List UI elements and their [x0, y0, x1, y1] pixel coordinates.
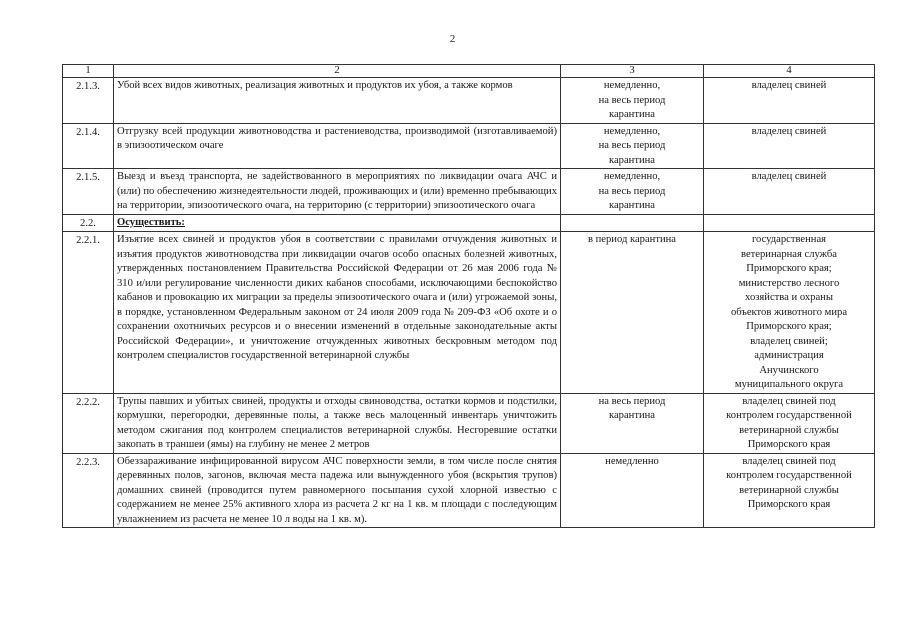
row-measure-text-value: Осуществить:: [117, 216, 185, 228]
row-responsible: [704, 214, 875, 232]
row-measure-text-value: Трупы павших и убитых свиней, продукты и отходы свиноводства, остатки кормов и подстилки, кормушки, перегородки, деревянные полы, а также весь малоценный инвентарь уничтожить методом сжигания под контролем специалистов ветеринарной службы. Несгоревшие остатки закопать в траншеи (ямы) на глубину не менее 2 метров: [117, 395, 557, 450]
row-responsible: [704, 123, 875, 169]
row-measure-text-value: Убой всех видов животных, реализация животных и продуктов их убоя, а также кормов: [117, 80, 513, 91]
row-measure-text: [114, 453, 561, 528]
row-measure-text-value: Отгрузку всей продукции животноводства и растениеводства, производимой (изготавливаемой) в эпизоотическом очаге: [117, 125, 557, 151]
table-header-row: [63, 65, 875, 78]
row-term-value: немедленно: [605, 455, 659, 467]
row-measure-text-value: Изъятие всех свиней и продуктов убоя в соответствии с правилами отчуждения животных и изъятия продуктов животноводства при ликвидации очагов особо опасных болезней животных, утвержденных постановлением Правительства Российской Федерации от 26 мая 2006 года № 310 и/или регулирование численности диких кабанов способами, исключающими беспокойство кабанов и провокацию их миграции за пределы эпизоотического очага и (или) угрожаемой зоны, в порядке, установленном Федеральным законом от 24 июля 2009 года № 209-ФЗ «Об охоте и о сохранении охотничьих ресурсов и о внесении изменений в отдельные законодательные акты Российской Федерации», и уничтожение отчужденных животных бескровным методом под контролем специалистов государственной ветеринарной службы: [117, 234, 557, 361]
row-measure-text: [114, 123, 561, 169]
row-responsible-value: государственная ветеринарная служба Приморского края; министерство лесного хозяйства и охраны объектов животного мира Приморского края; владелец свиней; администрация Анучинского муниципального округа: [730, 234, 848, 390]
table-row: [63, 453, 875, 528]
row-number: [63, 123, 114, 169]
row-responsible: [704, 453, 875, 528]
row-number: [63, 232, 114, 394]
row-number-value: 2.2.3.: [76, 456, 100, 468]
row-responsible-value: владелец свиней: [751, 171, 827, 182]
row-responsible-value: владелец свиней под контролем государственной ветеринарной службы Приморского края: [726, 455, 852, 510]
row-measure-text: [114, 78, 561, 124]
table-row: [63, 123, 875, 169]
column-header-4: 4: [704, 65, 875, 78]
row-number-value: 2.2.: [80, 217, 96, 229]
table-row: [63, 78, 875, 124]
row-number: [63, 169, 114, 215]
row-responsible: [704, 232, 875, 394]
row-term-value: в период карантина: [587, 234, 677, 245]
row-number-value: 2.2.2.: [76, 396, 100, 408]
row-number-value: 2.1.4.: [76, 126, 100, 138]
table-row: [63, 232, 875, 394]
row-term: [561, 169, 704, 215]
row-responsible-value: владелец свиней: [751, 125, 827, 137]
row-responsible: [704, 169, 875, 215]
column-header-2: 2: [114, 65, 561, 78]
page-number: 2: [449, 33, 456, 45]
row-term: [561, 123, 704, 169]
row-responsible-value: владелец свиней под контролем государственной ветеринарной службы Приморского края: [726, 395, 852, 450]
row-number-value: 2.1.5.: [76, 172, 100, 183]
row-measure-text: [114, 393, 561, 453]
row-measure-text: [114, 214, 561, 232]
row-number-value: 2.1.3.: [76, 81, 100, 92]
row-number-value: 2.2.1.: [76, 235, 100, 246]
row-number: [63, 453, 114, 528]
row-term-value: немедленно, на весь период карантина: [598, 80, 666, 120]
row-measure-text: [114, 232, 561, 394]
row-term: [561, 214, 704, 232]
row-measure-text: [114, 169, 561, 215]
row-term: [561, 393, 704, 453]
table-row: [63, 214, 875, 232]
row-number: [63, 393, 114, 453]
table-row: [63, 169, 875, 215]
row-responsible-value: владелец свиней: [751, 80, 827, 91]
column-header-3: 3: [561, 65, 704, 78]
column-header-1: 1: [63, 65, 114, 78]
row-responsible: [704, 78, 875, 124]
row-term-value: немедленно, на весь период карантина: [598, 171, 666, 211]
row-measure-text-value: Выезд и въезд транспорта, не задействованного в мероприятиях по ликвидации очага АЧС и (или) по обеспечению жизнедеятельности людей, проживающих и (или) временно пребывающих на территории, эпизоотического очага, на территорию (с территории) эпизоотического очага: [117, 171, 557, 211]
row-measure-text-value: Обеззараживание инфицированной вирусом АЧС поверхности земли, в том числе после снятия деревянных полов, загонов, включая места падежа или вынужденного убоя (вскрытия трупов) домашних свиней (проводится путем равномерного посыпания сухой хлорной известью с содержанием не менее 25% активного хлора из расчета 2 кг на 1 кв. м площади с последующим увлажнением из расчета не менее 10 л воды на 1 кв. м).: [117, 455, 557, 525]
row-term-value: на весь период карантина: [598, 395, 666, 421]
row-term: [561, 453, 704, 528]
measures-table: [62, 64, 875, 528]
table-row: [63, 393, 875, 453]
row-responsible: [704, 393, 875, 453]
row-term: [561, 232, 704, 394]
row-number: [63, 78, 114, 124]
row-term-value: немедленно, на весь период карантина: [598, 125, 666, 166]
row-term: [561, 78, 704, 124]
row-number: [63, 214, 114, 232]
